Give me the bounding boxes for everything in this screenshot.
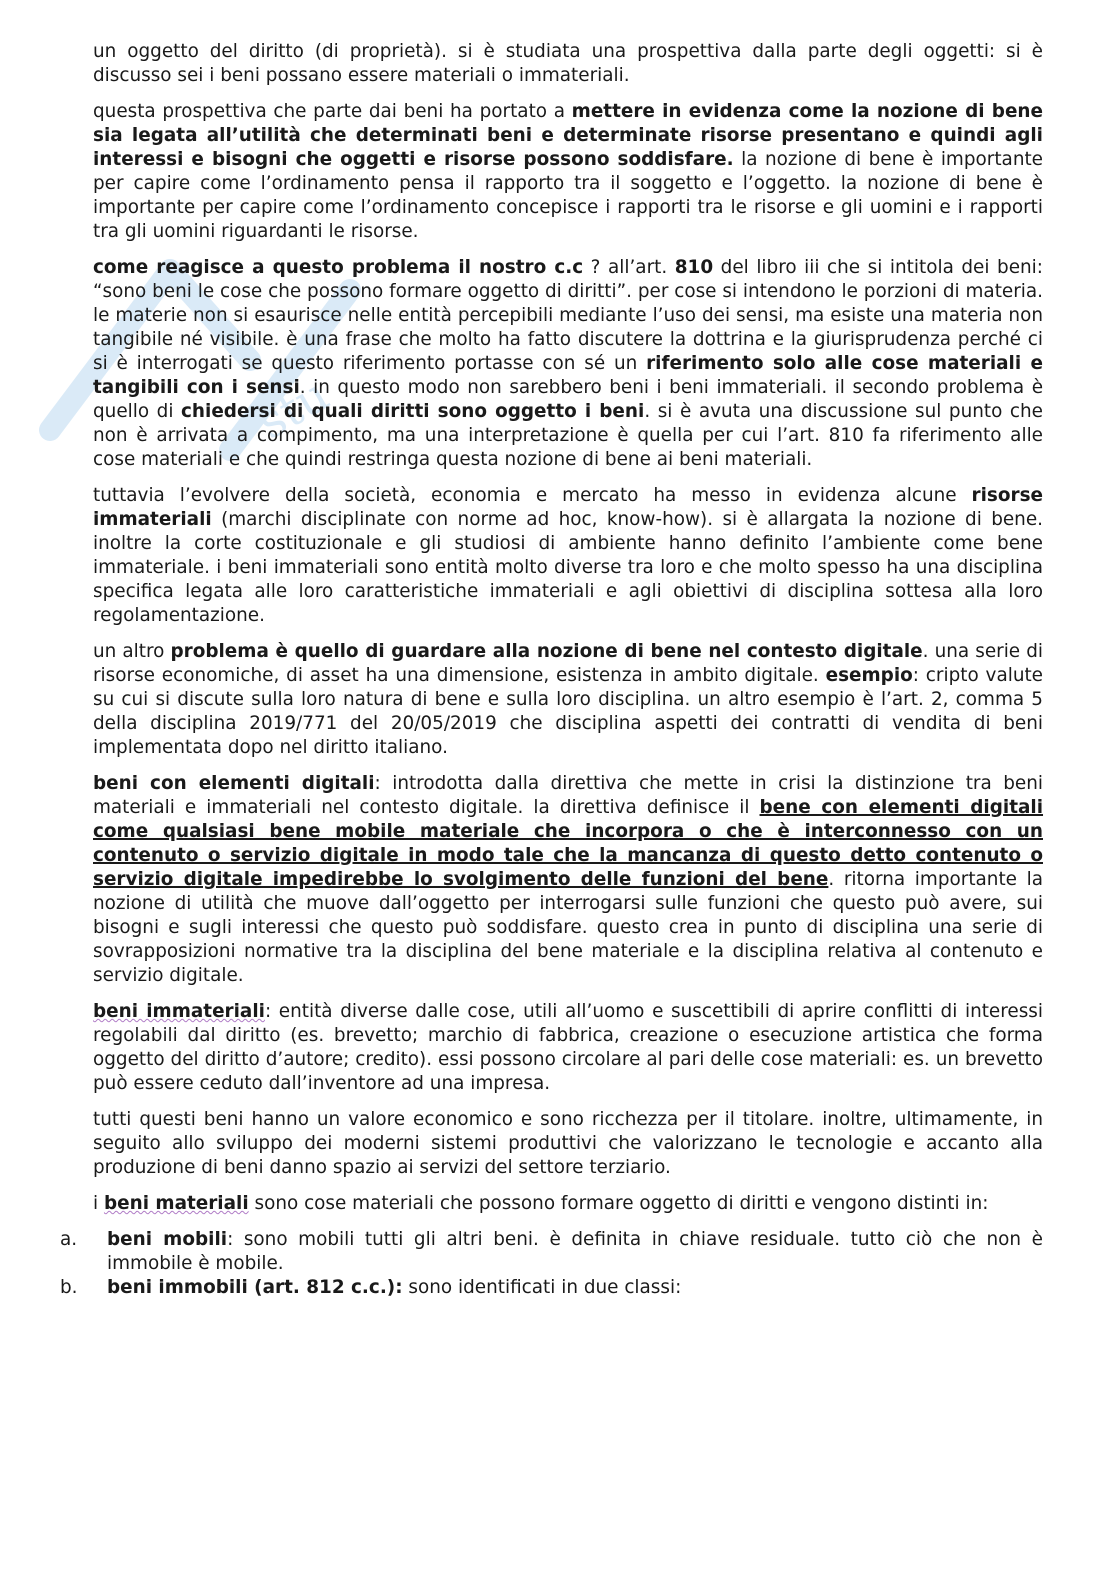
- list-marker: b.: [60, 1277, 78, 1298]
- text: : introdotta dalla direttiva che mette in crisi la distinzione tra beni materiali e immateriali nel contesto digitale. la direttiva definisce il: [93, 773, 1043, 818]
- text: sono cose materiali che possono formare oggetto di diritti e vengono distinti in:: [248, 1193, 989, 1214]
- underlined-bold-text: bene con elementi digitali come qualsiasi bene mobile materiale che incorpora o che è interconnesso con un contenuto o servizio digitale in modo tale che la mancanza di questo detto contenuto o servizio digitale impedirebbe lo svolgimento delle funzioni del bene: [93, 797, 1044, 890]
- paragraph-5: [93, 640, 1043, 760]
- text: i: [93, 1193, 104, 1214]
- list-marker: a.: [60, 1229, 78, 1250]
- text: . una serie di risorse economiche, di asset ha una dimensione, esistenza in ambito digitale.: [93, 641, 1043, 686]
- bold-text: beni materiali: [103, 1193, 249, 1214]
- paragraph-2: [93, 100, 1043, 244]
- text: un altro: [93, 641, 171, 662]
- text: . ritorna importante la nozione di utilità che muove dall’oggetto per interrogarsi sulle funzioni che questo può avere, sui bisogni e sugli interessi che questo può soddisfare. questo crea in punto di disciplina una serie di sovrapposizioni normative tra la disciplina del bene materiale e la disciplina relativa al contenuto e servizio digitale.: [93, 869, 1043, 986]
- bold-text: beni immobili (art. 812 c.c.):: [107, 1277, 403, 1298]
- paragraph-4: [93, 484, 1043, 628]
- text: ? all’art.: [583, 257, 675, 278]
- bold-text: beni mobili: [107, 1229, 228, 1250]
- text: : sono mobili tutti gli altri beni. è definita in chiave residuale. tutto ciò che non è immobile è mobile.: [107, 1229, 1043, 1274]
- text: tuttavia l’evolvere della società, economia e mercato ha messo in evidenza alcune: [93, 485, 972, 506]
- text: del libro iii che si intitola dei beni: “sono beni le cose che possono formare oggetto di diritti”. per cose si intendono le porzioni di materia. le materie non si esaurisce nelle entità percepibili mediante l’uso dei sensi, ma esiste una materia non tangibile né visibile. è una frase che molto ha fatto discutere la dottrina e la giurisprudenza perché ci si è interrogati se questo riferimento portasse con sé un: [93, 257, 1044, 374]
- svg-text:stu: stu: [248, 366, 338, 450]
- paragraph-1: [93, 40, 1043, 88]
- bold-text: riferimento solo alle cose materiali e tangibili con i sensi: [93, 353, 1043, 398]
- text: un oggetto del diritto (di proprietà). si è studiata una prospettiva dalla parte degli oggetti: si è discusso sei i beni possano essere materiali o immateriali.: [93, 41, 1043, 86]
- paragraph-3: [93, 256, 1043, 472]
- bold-text: problema è quello di guardare alla nozione di bene nel contesto digitale: [170, 641, 923, 662]
- paragraph-6: [93, 772, 1043, 988]
- text: tutti questi beni hanno un valore economico e sono ricchezza per il titolare. inoltre, ultimamente, in seguito allo sviluppo dei moderni sistemi produttivi che valorizzano le tecnologie e accanto alla produzione di beni danno spazio ai servizi del settore terziario.: [93, 1109, 1043, 1178]
- bold-text: beni con elementi digitali: [93, 773, 375, 794]
- bold-text: beni immateriali: [93, 1001, 265, 1022]
- document-page: [60, 40, 1044, 1300]
- bold-text: chiedersi di quali diritti sono oggetto i beni: [181, 401, 645, 422]
- text: : cripto valute su cui si discute sulla loro natura di bene e sulla loro disciplina. un altro esempio è l’art. 2, comma 5 della disciplina 2019/771 del 20/05/2019 che disciplina aspetti dei contratti di vendita di beni implementata dopo nel diritto italiano.: [93, 665, 1043, 758]
- bold-text: esempio: [825, 665, 913, 686]
- text: . in questo modo non sarebbero beni i beni immateriali. il secondo problema è quello di: [93, 377, 1044, 422]
- text: la nozione di bene è importante per capire come l’ordinamento pensa il rapporto tra il soggetto e l’oggetto. la nozione di bene è importante per capire come l’ordinamento concepisce i rapporti tra le risorse e gli uomini e i rapporti tra gli uomini riguardanti le risorse.: [93, 149, 1043, 242]
- paragraph-9: [93, 1192, 1043, 1216]
- list-item: [60, 1276, 1043, 1300]
- bold-text: 810: [674, 257, 714, 278]
- bold-text: risorse immateriali: [93, 485, 1043, 530]
- paragraph-8: [93, 1108, 1043, 1180]
- list-item: [60, 1228, 1043, 1276]
- text: : entità diverse dalle cose, utili all’uomo e suscettibili di aprire conflitti di interessi regolabili dal diritto (es. brevetto; marchio di fabbrica, creazione o esecuzione artistica che forma oggetto del diritto d’autore; credito). essi possono circolare al pari delle cose materiali: es. un brevetto può essere ceduto dall’inventore ad una impresa.: [93, 1001, 1043, 1094]
- text: (marchi disciplinate con norme ad hoc, know-how). si è allargata la nozione di bene. inoltre la corte costituzionale e gli studiosi di ambiente hanno definito l’ambiente come bene immateriale. i beni immateriali sono entità molto diverse tra loro e che molto spesso ha una disciplina specifica legata alle loro caratteristiche immateriali e agli obiettivi di disciplina sottesa alla loro regolamentazione.: [93, 509, 1043, 626]
- text: . si è avuta una discussione sul punto che non è arrivata a compimento, ma una interpretazione è quella per cui l’art. 810 fa riferimento alle cose materiali e che quindi restringa questa nozione di bene ai beni materiali.: [93, 401, 1043, 470]
- bold-text: mettere in evidenza come la nozione di bene sia legata all’utilità che determinati beni e determinate risorse presentano e quindi agli interessi e bisogni che oggetti e risorse possono soddisfare.: [93, 101, 1043, 170]
- text: questa prospettiva che parte dai beni ha portato a: [93, 101, 572, 122]
- bold-text: come reagisce a questo problema il nostro c.c: [93, 257, 584, 278]
- paragraph-7: [93, 1000, 1043, 1096]
- text: sono identificati in due classi:: [402, 1277, 682, 1298]
- list: [60, 1228, 1043, 1300]
